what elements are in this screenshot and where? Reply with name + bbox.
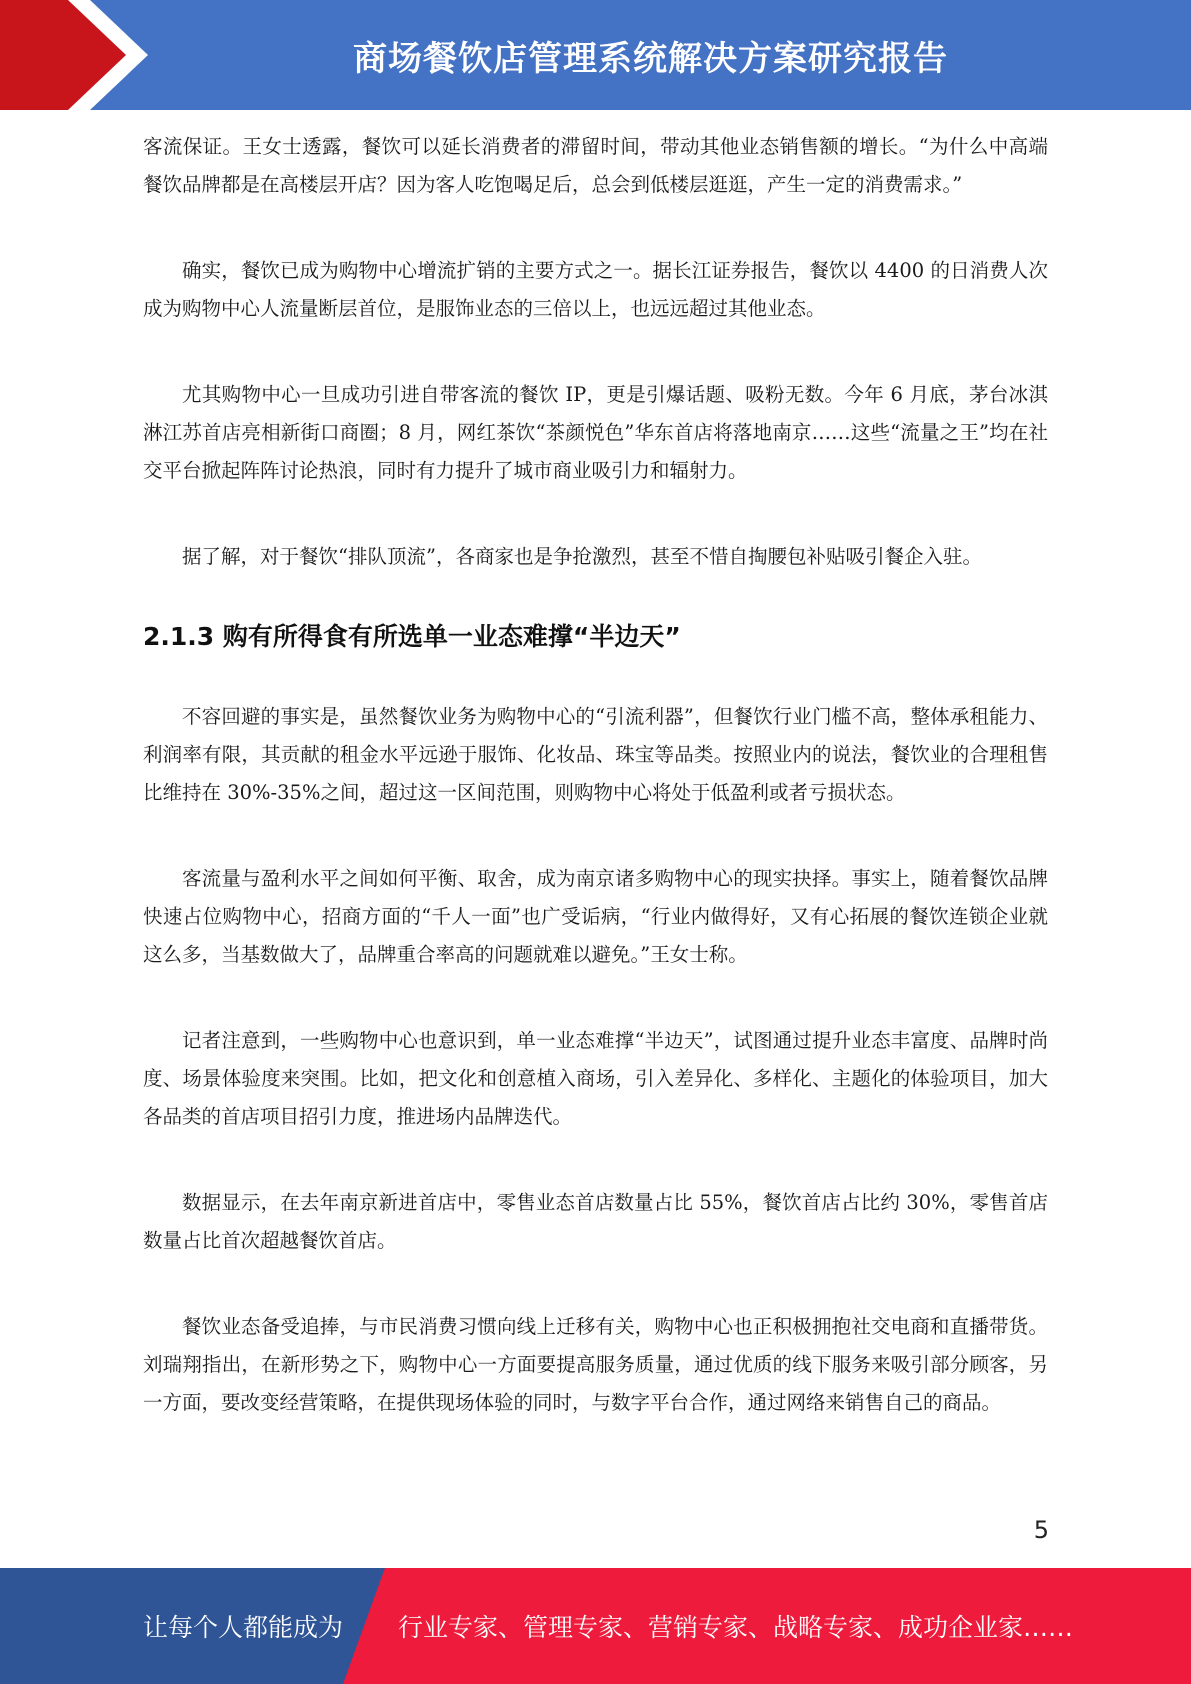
- paragraph: 餐饮业态备受追捧，与市民消费习惯向线上迁移有关，购物中心也正积极拥抱社交电商和直播带货。刘瑞翔指出，在新形势之下，购物中心一方面要提高服务质量，通过优质的线下服务来吸引部分顾客，另一方面，要改变经营策略，在提供现场体验的同时，与数字平台合作，通过网络来销售自己的商品。: [143, 1315, 1048, 1414]
- footer-banner: [0, 1568, 1191, 1684]
- report-body: [143, 128, 1048, 1422]
- document-title: 商场餐饮店管理系统解决方案研究报告: [353, 38, 948, 79]
- paragraph: 尤其购物中心一旦成功引进自带客流的餐饮 IP，更是引爆话题、吸粉无数。今年 6 月底，茅台冰淇淋江苏首店亮相新街口商圈；8 月，网红茶饮“茶颜悦色”华东首店将落地南京……这些“流量之王”均在社交平台掀起阵阵讨论热浪，同时有力提升了城市商业吸引力和辐射力。: [143, 383, 1048, 482]
- paragraph: 客流量与盈利水平之间如何平衡、取舍，成为南京诸多购物中心的现实抉择。事实上，随着餐饮品牌快速占位购物中心，招商方面的“千人一面”也广受诟病，“行业内做得好，又有心拓展的餐饮连锁企业就这么多，当基数做大了，品牌重合率高的问题就难以避免。”王女士称。: [143, 867, 1048, 966]
- footer-slogan-left: 让每个人都能成为: [143, 1613, 344, 1642]
- paragraph: 不容回避的事实是，虽然餐饮业务为购物中心的“引流利器”，但餐饮行业门槛不高，整体承租能力、利润率有限，其贡献的租金水平远逊于服饰、化妆品、珠宝等品类。按照业内的说法，餐饮业的合理租售比维持在 30%-35%之间，超过这一区间范围，则购物中心将处于低盈利或者亏损状态。: [143, 705, 1048, 804]
- paragraph: 据了解，对于餐饮“排队顶流”，各商家也是争抢激烈，甚至不惜自掏腰包补贴吸引餐企入驻。: [182, 545, 982, 568]
- paragraph: 记者注意到，一些购物中心也意识到，单一业态难撑“半边天”，试图通过提升业态丰富度、品牌时尚度、场景体验度来突围。比如，把文化和创意植入商场，引入差异化、多样化、主题化的体验项目，加大各品类的首店项目招引力度，推进场内品牌迭代。: [143, 1029, 1048, 1128]
- paragraph: 确实，餐饮已成为购物中心增流扩销的主要方式之一。据长江证券报告，餐饮以 4400 的日消费人次成为购物中心人流量断层首位，是服饰业态的三倍以上，也远远超过其他业态。: [143, 259, 1048, 320]
- section-heading: 2.1.3 购有所得食有所选单一业态难撑“半边天”: [143, 622, 681, 651]
- paragraph-continued: 客流保证。王女士透露，餐饮可以延长消费者的滞留时间，带动其他业态销售额的增长。“为什么中高端餐饮品牌都是在高楼层开店？因为客人吃饱喝足后，总会到低楼层逛逛，产生一定的消费需求。”: [143, 135, 1048, 196]
- paragraph: 数据显示，在去年南京新进首店中，零售业态首店数量占比 55%，餐饮首店占比约 30%，零售首店数量占比首次超越餐饮首店。: [143, 1191, 1048, 1252]
- header-banner: [0, 0, 1191, 110]
- footer-slogan-right: 行业专家、管理专家、营销专家、战略专家、成功企业家……: [398, 1613, 1074, 1642]
- page-number: 5: [1033, 1516, 1049, 1544]
